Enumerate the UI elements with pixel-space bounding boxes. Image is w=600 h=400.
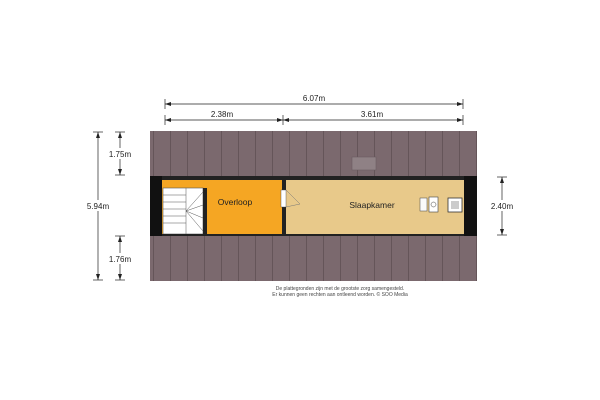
- roof-bottom: [150, 236, 477, 281]
- dim-right-width: 3.61m: [360, 110, 384, 119]
- dim-total-depth: 5.94m: [86, 202, 110, 211]
- disclaimer-line-2: Er kunnen geen rechten aan ontleend worden. © SOO Media: [272, 292, 408, 298]
- skylight: [352, 157, 376, 170]
- room-label-overloop: Overloop: [217, 197, 253, 207]
- disclaimer-line-1: De plattegronden zijn met de grootste zorg samengesteld.: [275, 286, 405, 292]
- dim-top-depth: 1.75m: [108, 150, 132, 159]
- roof-top: [150, 131, 477, 176]
- staircase: [163, 188, 203, 234]
- dim-left-width: 2.38m: [210, 110, 234, 119]
- dim-total-width: 6.07m: [302, 94, 326, 103]
- room-label-slaapkamer: Slaapkamer: [349, 200, 395, 210]
- dim-bottom-depth: 1.76m: [108, 255, 132, 264]
- dim-room-depth: 2.40m: [490, 202, 514, 211]
